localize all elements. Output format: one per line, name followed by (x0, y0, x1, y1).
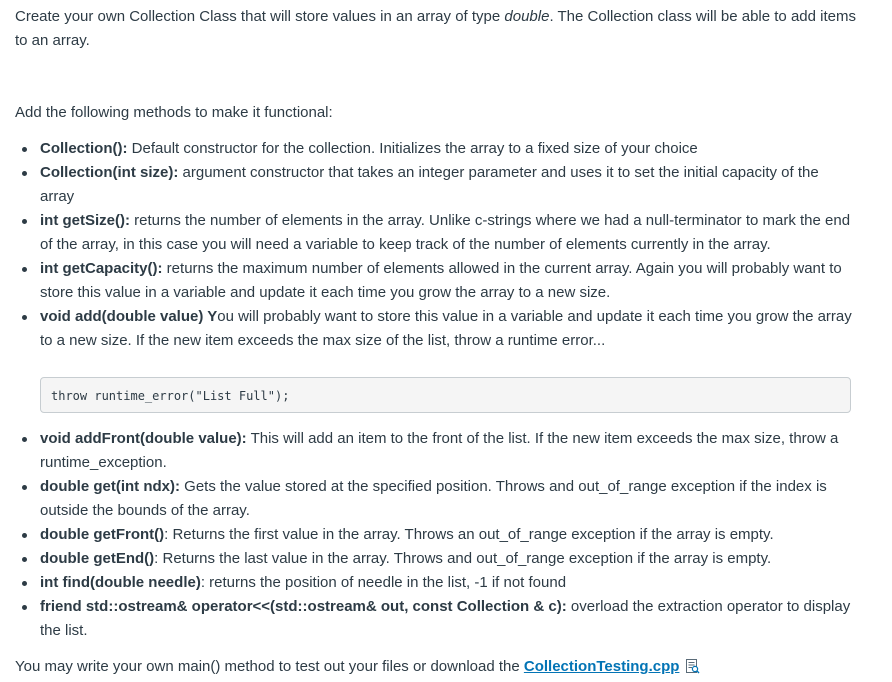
method-description: : Returns the last value in the array. Throws and out_of_range exception if the array is empty. (154, 550, 772, 567)
download-text: You may write your own main() method to test out your files or download the (15, 658, 524, 675)
method-signature: int getCapacity(): (40, 260, 163, 277)
list-item (20, 595, 856, 643)
method-description: argument constructor that takes an integer parameter and uses it to set the initial capacity of the array (40, 164, 819, 205)
intro-text: Create your own Collection Class that will store values in an array of type (15, 8, 505, 25)
list-item (20, 305, 856, 353)
type-word: double (504, 8, 550, 25)
method-description: ou will probably want to store this value in a variable and update it each time you grow the array to a new size. If the new item exceeds the max size of the list, throw a runtime error... (40, 308, 852, 349)
list-item (20, 137, 856, 161)
methods-list (20, 137, 856, 353)
method-signature: double getEnd() (40, 550, 155, 567)
methods-lead: Add the following methods to make it functional: (15, 104, 333, 121)
method-description: : returns the position of needle in the list, -1 if not found (200, 574, 567, 591)
method-signature: int find(double needle) (40, 574, 201, 591)
method-description: : Returns the first value in the array. Throws an out_of_range exception if the array is empty. (164, 526, 774, 543)
intro-text-end: . The Collection class will be able to add items to an array. (15, 8, 856, 49)
list-item (20, 523, 856, 547)
code-block: throw runtime_error("List Full"); (40, 377, 851, 413)
method-signature: Collection(): (40, 140, 128, 157)
list-item (20, 475, 856, 523)
method-description: This will add an item to the front of the list. If the new item exceeds the max size, throw a runtime_exception. (40, 430, 839, 471)
list-item (20, 571, 856, 595)
list-item (20, 547, 856, 571)
method-description: returns the number of elements in the array. Unlike c-strings where we had a null-terminator to mark the end of the array, in this case you will need a variable to keep track of the number of elements currently in the array. (40, 212, 851, 253)
method-signature: void add(double value) Y (40, 308, 218, 325)
file-preview-icon[interactable] (685, 658, 700, 682)
method-description: returns the maximum number of elements allowed in the current array. Again you will probably want to store this value in a variable and update it each time you grow the array to a new size. (40, 260, 842, 301)
method-signature: double get(int ndx): (40, 478, 180, 495)
list-item (20, 161, 856, 209)
method-signature: Collection(int size): (40, 164, 179, 181)
methods-list-continued (20, 427, 856, 643)
method-description: Gets the value stored at the specified position. Throws and out_of_range exception if the index is outside the bounds of the array. (40, 478, 827, 519)
collection-testing-link[interactable]: CollectionTesting.cpp (523, 658, 680, 675)
intro-paragraph (15, 5, 860, 53)
list-item (20, 209, 856, 257)
method-description: overload the extraction operator to display the list. (40, 598, 851, 639)
method-description: Default constructor for the collection. Initializes the array to a fixed size of your choice (127, 140, 698, 157)
method-signature: friend std::ostream& operator<<(std::ostream& out, const Collection & c): (40, 598, 567, 615)
method-signature: void addFront(double value): (40, 430, 247, 447)
download-paragraph (15, 655, 875, 682)
method-signature: int getSize(): (40, 212, 130, 229)
list-item (20, 257, 856, 305)
list-item (20, 427, 856, 475)
method-signature: double getFront() (40, 526, 165, 543)
